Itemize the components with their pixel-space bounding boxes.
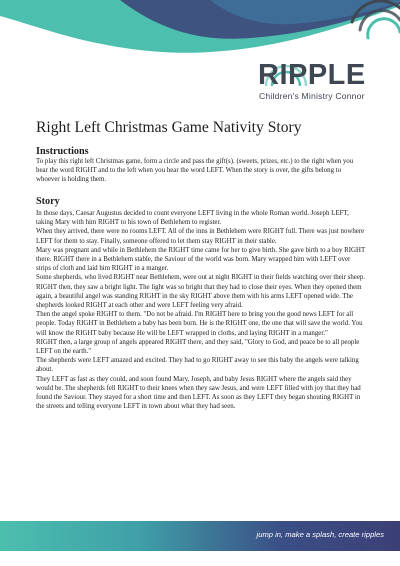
page-title: Right Left Christmas Game Nativity Story <box>36 119 302 136</box>
story-paragraph: When they arrived, there were no rooms LEFT. All of the inns in Bethlehem were RIGHT full. There was just nowhere LEFT for them to stay. Finally, someone offered to let them stay RIGHT in their stable. <box>36 228 365 245</box>
story-paragraph: RIGHT then, a large group of angels appeared RIGHT there, and they said, "Glory to God, and peace be to all people LEFT on the earth." <box>36 338 360 356</box>
story-paragraph: In those days, Caesar Augustus decided to count everyone LEFT living in the whole Roman world. Joseph LEFT, taking Mary with him RIGHT to his town of Bethlehem to register. <box>36 210 349 227</box>
story-paragraph: Mary was pregnant and while in Bethlehem the RIGHT time came for her to give birth. She gave birth to a boy RIGHT there. RIGHT there in a Bethlehem stable, the Saviour of the world was born. Mary wrapped him with LEFT over strips of cloth and laid him RIGHT in a manger. <box>36 246 366 273</box>
logo-name: RIPPLE <box>258 59 366 91</box>
ripple-logo <box>258 60 390 100</box>
story-paragraph: Then the angel spoke RIGHT to them. "Do not be afraid. I'm RIGHT here to bring you the good news LEFT for all people. Today RIGHT in Bethlehem a baby has been born. He is the RIGHT one, the one that will save the world. You will know the RIGHT baby because He will be LEFT wrapped in cloths, and laying RIGHT in a manger." <box>36 311 363 337</box>
instructions-paragraph: To play this right left Christmas game, form a circle and pass the gift(s). (sweets, prizes, etc.) to the right when you hear the word RIGHT and to the left when you hear the word LEFT. When the story is over, the gifts belong to whoever is holding them. <box>36 158 354 184</box>
story-heading: Story <box>36 196 60 207</box>
footer-tagline: jump in, make a splash, create ripples <box>256 530 384 539</box>
logo-subtitle: Children's Ministry Connor <box>259 91 365 101</box>
instructions-text <box>36 157 366 185</box>
story-paragraph: They LEFT as fast as they could, and soon found Mary, Joseph, and baby Jesus RIGHT where the angels said they would be. The shepherds fell RIGHT to their knees when they saw Jesus, and were LEFT filled with joy that they had found the Saviour. They stayed for a short time and then LEFT. As soon as they LEFT they began shouting RIGHT in the streets and telling everyone LEFT in town about what they had seen. <box>36 375 361 411</box>
story-paragraph: Some shepherds, who lived RIGHT near Bethlehem, were out at night RIGHT in their fields watching over their sheep. RIGHT then, they saw a bright light. The light was so bright that they had to close their eyes. When they opened them again, a beautiful angel was standing RIGHT in the sky RIGHT above them with his arms LEFT opened wide. The shepherds looked RIGHT at each other and were LEFT feeling very afraid. <box>36 274 366 310</box>
story-text <box>36 209 366 411</box>
instructions-heading: Instructions <box>36 146 89 157</box>
story-paragraph: The shepherds were LEFT amazed and excited. They had to go RIGHT away to see this baby the angels were talking about. <box>36 357 359 374</box>
